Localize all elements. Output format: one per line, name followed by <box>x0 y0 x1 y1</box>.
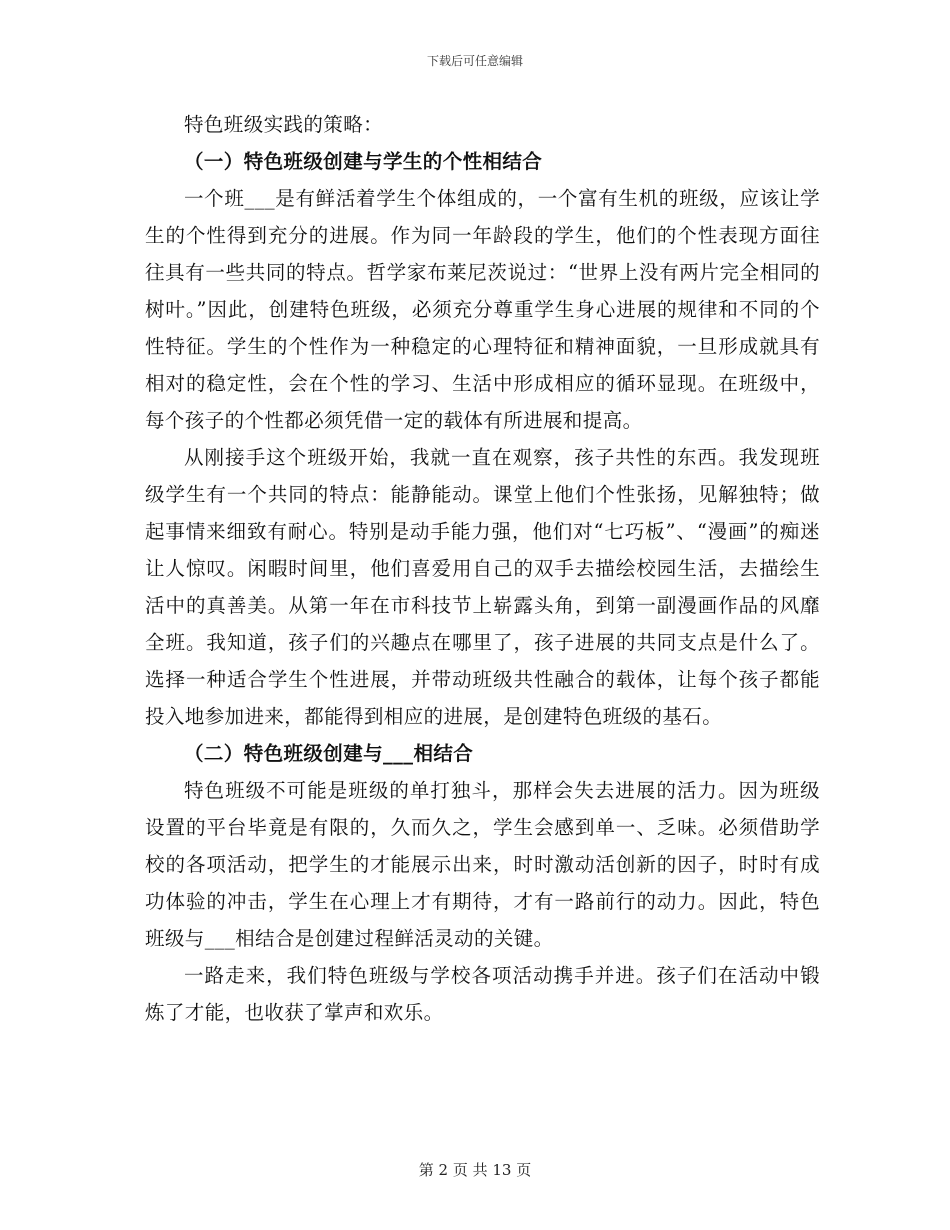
document-body <box>145 106 820 1031</box>
section-2-heading: （二）特色班级创建与___相结合 <box>184 742 474 765</box>
intro-line: 特色班级实践的策略： <box>184 113 384 136</box>
section-1-paragraph-1: 一个班___是有鲜活着学生个体组成的，一个富有生机的班级，应该让学生的个性得到充分的进展。作为同一年龄段的学生，他们的个性表现方面往往具有一些共同的特点。哲学家布莱尼茨说过：“世界上没有两片完全相同的树叶。”因此，创建特色班级，必须充分尊重学生身心进展的规律和不同的个性特征。学生的个性作为一种稳定的心理特征和精神面貌，一旦形成就具有相对的稳定性，会在个性的学习、生活中形成相应的循环显现。在班级中，每个孩子的个性都必须凭借一定的载体有所进展和提高。 <box>145 187 820 432</box>
section-1-paragraph-2: 从刚接手这个班级开始，我就一直在观察，孩子共性的东西。我发现班级学生有一个共同的特点：能静能动。课堂上他们个性张扬，见解独特；做起事情来细致有耐心。特别是动手能力强，他们对“七巧板”、“漫画”的痴迷让人惊叹。闲暇时间里，他们喜爱用自己的双手去描绘校园生活，去描绘生活中的真善美。从第一年在市科技节上崭露头角，到第一副漫画作品的风靡全班。我知道，孩子们的兴趣点在哪里了，孩子进展的共同支点是什么了。选择一种适合学生个性进展，并带动班级共性融合的载体，让每个孩子都能投入地参加进来，都能得到相应的进展，是创建特色班级的基石。 <box>145 446 820 728</box>
page-header: 下载后可任意编辑 <box>426 54 523 68</box>
section-2-paragraph-2: 一路走来，我们特色班级与学校各项活动携手并进。孩子们在活动中锻炼了才能，也收获了掌声和欢乐。 <box>145 964 820 1024</box>
page-number: 第 2 页 共 13 页 <box>418 1161 532 1179</box>
section-1-heading: （一）特色班级创建与学生的个性相结合 <box>184 150 543 173</box>
section-2-paragraph-1: 特色班级不可能是班级的单打独斗，那样会失去进展的活力。因为班级设置的平台毕竟是有限的，久而久之，学生会感到单一、乏味。必须借助学校的各项活动，把学生的才能展示出来，时时激动活创新的因子，时时有成功体验的冲击，学生在心理上才有期待，才有一路前行的动力。因此，特色班级与___相结合是创建过程鲜活灵动的关键。 <box>145 779 820 950</box>
